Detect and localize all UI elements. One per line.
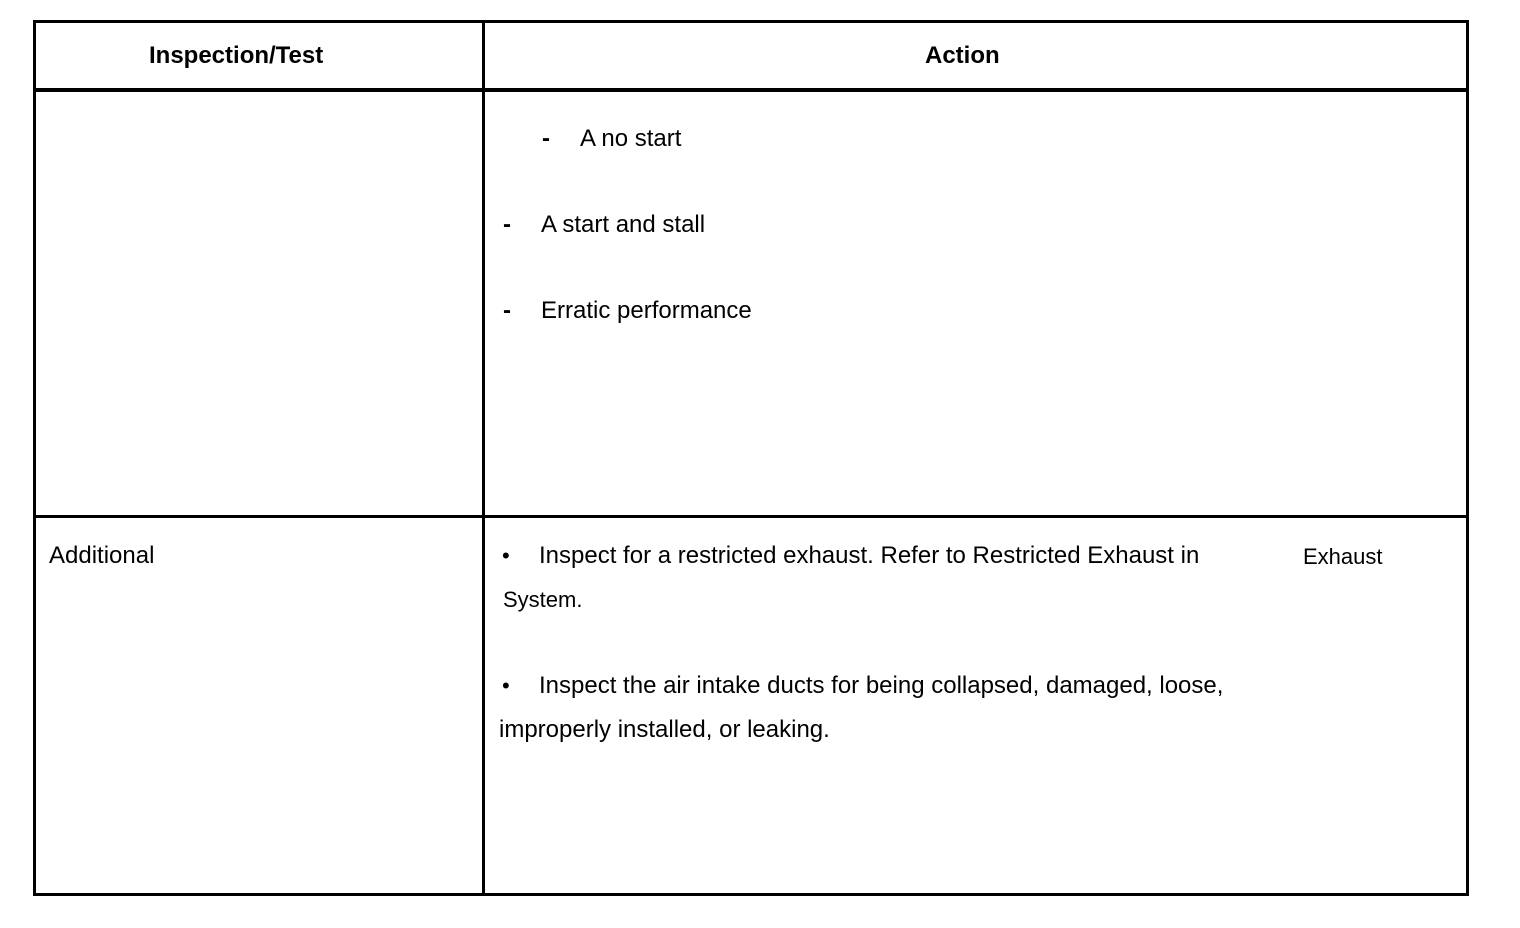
inspection-table (33, 20, 1469, 896)
table-border-left (33, 20, 36, 896)
column-divider (482, 20, 485, 896)
list-marker: • (502, 543, 510, 568)
list-marker: • (502, 673, 510, 698)
list-marker: - (503, 211, 511, 238)
inspection-additional: Additional (49, 542, 155, 569)
row-divider (33, 515, 1469, 518)
link-system[interactable]: System. (503, 587, 583, 612)
list-item: A start and stall (541, 211, 706, 238)
list-item: Inspect the air intake ducts for being collapsed, damaged, loose, (539, 672, 1224, 699)
list-item: Erratic performance (541, 297, 752, 324)
header-action: Action (925, 42, 1000, 69)
list-item: Inspect for a restricted exhaust. Refer to Restricted Exhaust in (539, 542, 1200, 569)
list-item-continuation: improperly installed, or leaking. (499, 716, 830, 743)
link-exhaust[interactable]: Exhaust (1303, 544, 1383, 569)
header-inspection-test: Inspection/Test (149, 42, 324, 69)
list-marker: - (542, 125, 550, 152)
header-divider (33, 88, 1469, 92)
table-border-bottom (33, 893, 1469, 896)
table-border-right (1466, 20, 1469, 896)
list-item: A no start (580, 125, 682, 152)
table-border-top (33, 20, 1469, 23)
list-marker: - (503, 297, 511, 324)
